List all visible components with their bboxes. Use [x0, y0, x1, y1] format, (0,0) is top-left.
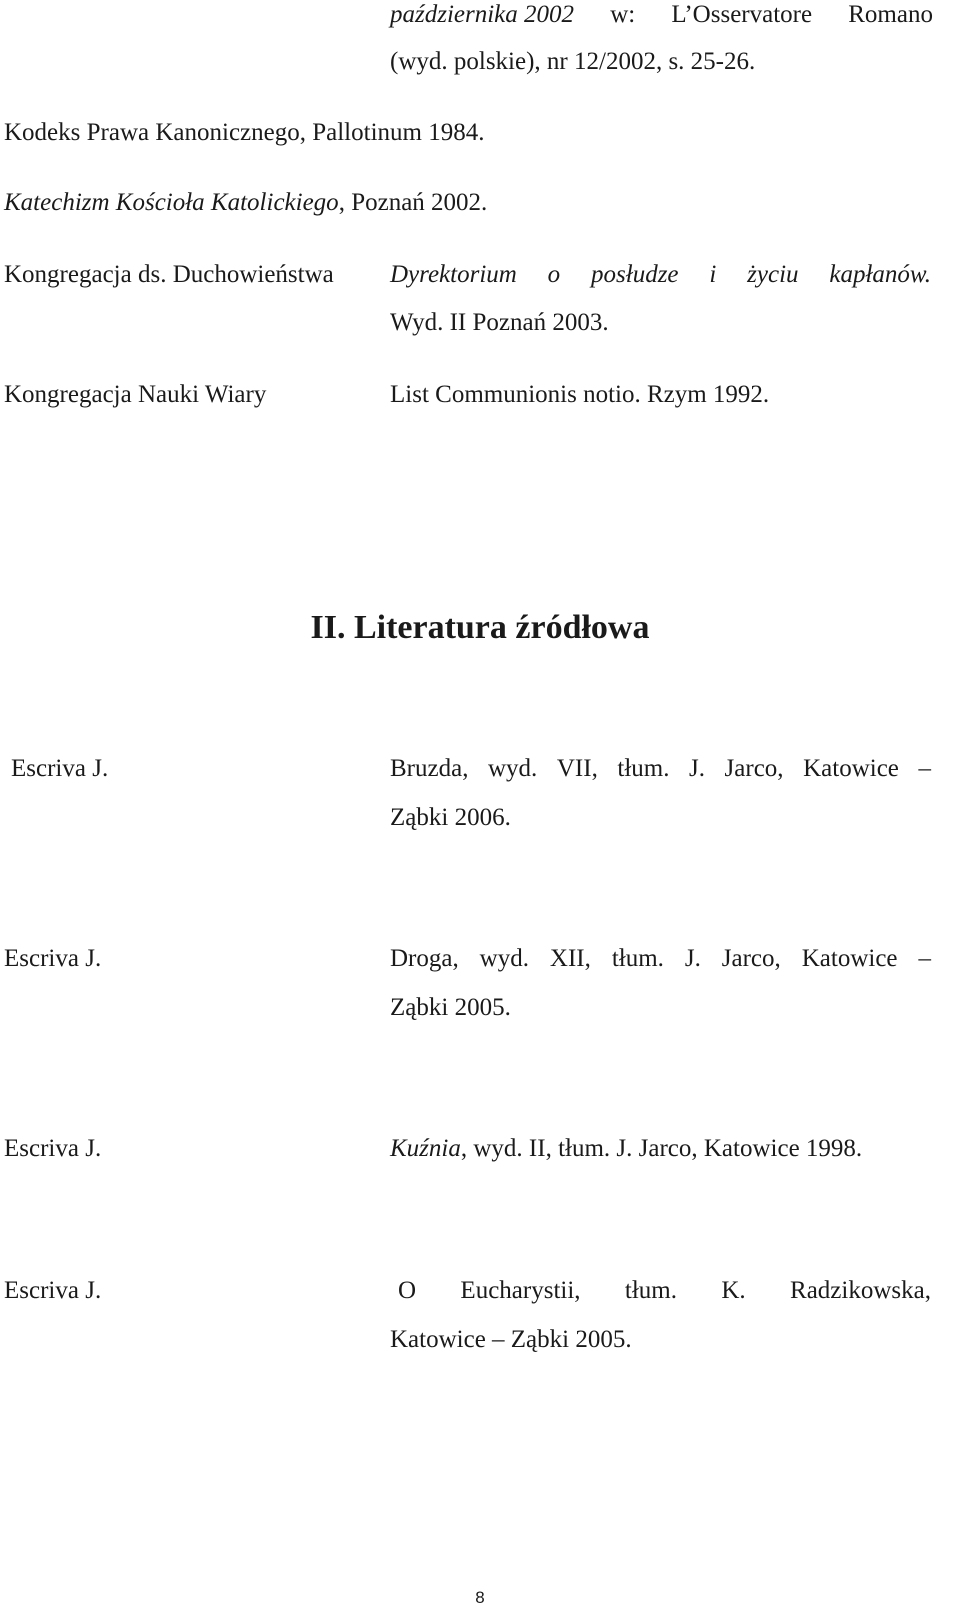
word: i: [709, 261, 717, 288]
entry-continuation-line-2: (wyd. polskie), nr 12/2002, s. 25-26.: [390, 48, 756, 75]
entry-title: [390, 1134, 862, 1164]
entry-details: , Poznań 2002.: [338, 189, 488, 216]
word: tłum.: [611, 945, 664, 972]
word: K.: [721, 1277, 746, 1304]
word: Bruzda,: [390, 755, 469, 782]
word: Romano: [848, 1, 933, 28]
word: Eucharystii,: [460, 1277, 581, 1304]
entry-author: Escriva J.: [11, 755, 109, 782]
entry-author: Escriva J.: [4, 1277, 102, 1304]
word: J.: [689, 755, 705, 782]
word: tłum.: [624, 1277, 677, 1304]
word: posłudze: [591, 261, 679, 288]
word: kapłanów.: [829, 261, 931, 288]
word: –: [918, 755, 931, 782]
word: wyd.: [488, 755, 538, 782]
word: O: [398, 1277, 417, 1304]
entry-title-justified: [390, 944, 931, 974]
entry-author: Escriva J.: [4, 1135, 102, 1162]
entry-details: Katowice – Ząbki 2005.: [390, 1326, 632, 1353]
word: wyd.: [479, 945, 529, 972]
word: L’Osservatore: [671, 1, 813, 28]
entry-title-justified: [390, 260, 931, 290]
entry-details: Ząbki 2005.: [390, 994, 511, 1021]
word: Droga,: [390, 945, 459, 972]
section-heading: II. Literatura źródłowa: [310, 609, 650, 646]
entry-details: Ząbki 2006.: [390, 804, 511, 831]
word: Katowice: [801, 945, 898, 972]
entry-title: List Communionis notio. Rzym 1992.: [390, 381, 770, 408]
word: J.: [684, 945, 701, 972]
entry-author: Kongregacja ds. Duchowieństwa: [4, 261, 334, 288]
entry-author: Escriva J.: [4, 945, 102, 972]
entry-details: , wyd. II, tłum. J. Jarco, Katowice 1998.: [460, 1135, 863, 1162]
word: tłum.: [617, 755, 670, 782]
word: Katowice: [803, 755, 899, 782]
entry-author: Kongregacja Nauki Wiary: [4, 381, 267, 408]
entry-katechizm: [4, 188, 487, 218]
page-number: 8: [475, 1588, 485, 1607]
word: Jarco,: [721, 945, 781, 972]
entry-kodeks: Kodeks Prawa Kanonicznego, Pallotinum 1984.: [4, 119, 485, 146]
word: Jarco,: [724, 755, 784, 782]
entry-continuation-line-1: [390, 0, 933, 30]
entry-title-italic: Kuźnia: [390, 1135, 461, 1162]
word: Radzikowska,: [790, 1277, 931, 1304]
word: Dyrektorium: [390, 261, 517, 288]
word: VII,: [556, 755, 598, 782]
entry-title: Katechizm Kościoła Katolickiego: [4, 189, 339, 216]
word: października 2002: [390, 1, 575, 28]
word: w:: [610, 1, 636, 28]
entry-details: Wyd. II Poznań 2003.: [390, 309, 609, 336]
word: życiu: [747, 261, 799, 288]
word: XII,: [549, 945, 591, 972]
word: –: [918, 945, 931, 972]
entry-title-justified: [390, 754, 931, 784]
entry-title-justified: [398, 1276, 931, 1306]
word: o: [547, 261, 561, 288]
